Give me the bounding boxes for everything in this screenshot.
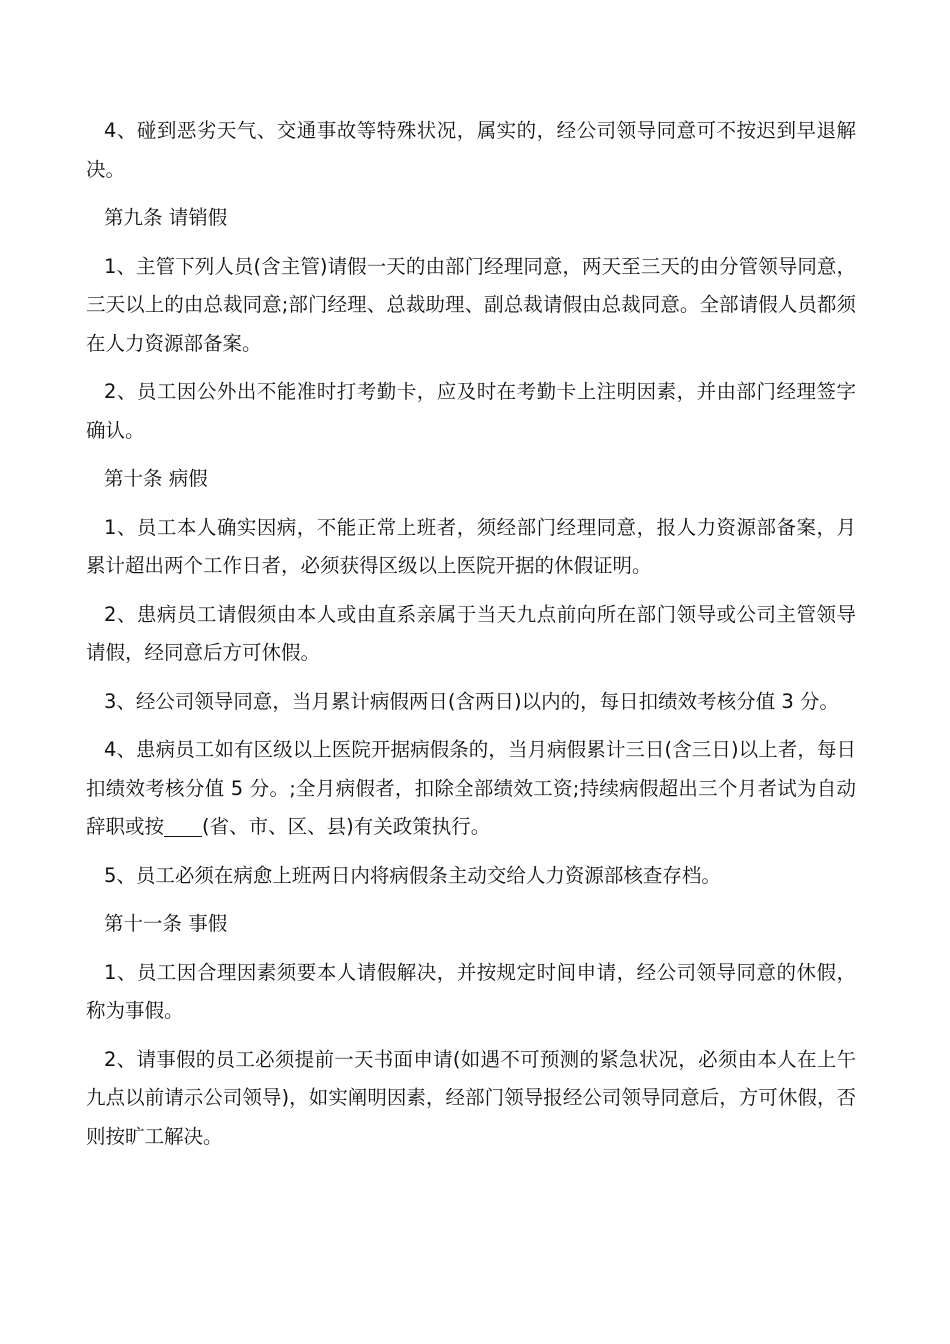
paragraph-article10-item2: 2、患病员工请假须由本人或由直系亲属于当天九点前向所在部门领导或公司主管领导请假，经同意后方可休假。 <box>86 602 856 664</box>
paragraph-article10-item4-part2: (省、市、区、县)有关政策执行。 <box>202 815 491 838</box>
paragraph-clause8-item4: 4、碰到恶劣天气、交通事故等特殊状况，属实的，经公司领导同意可不按迟到早退解决。 <box>86 119 856 181</box>
paragraph-article10-item1: 1、员工本人确实因病，不能正常上班者，须经部门经理同意，报人力资源部备案，月累计超出两个工作日者，必须获得区级以上医院开据的休假证明。 <box>86 515 856 577</box>
document-body <box>86 112 856 1166</box>
heading-article-11: 第十一条 事假 <box>104 912 228 935</box>
paragraph-article10-item3: 3、经公司领导同意，当月累计病假两日(含两日)以内的，每日扣绩效考核分值 3 分。 <box>104 689 839 713</box>
paragraph-article11-item1: 1、员工因合理因素须要本人请假解决，并按规定时间申请，经公司领导同意的休假，称为事假。 <box>86 960 856 1022</box>
paragraph-article9-item1: 1、主管下列人员(含主管)请假一天的由部门经理同意，两天至三天的由分管领导同意，三天以上的由总裁同意;部门经理、总裁助理、副总裁请假由总裁同意。全部请假人员都须在人力资源部备案。 <box>86 254 856 355</box>
fill-in-blank <box>164 814 202 837</box>
paragraph-article10-item5: 5、员工必须在病愈上班两日内将病假条主动交给人力资源部核查存档。 <box>104 863 721 887</box>
paragraph-article10-item4 <box>86 731 856 847</box>
heading-article-10: 第十条 病假 <box>104 467 208 490</box>
heading-article-9: 第九条 请销假 <box>104 206 228 229</box>
paragraph-article9-item2: 2、员工因公外出不能准时打考勤卡，应及时在考勤卡上注明因素，并由部门经理签字确认。 <box>86 380 856 442</box>
paragraph-article10-item4-part1: 4、患病员工如有区级以上医院开据病假条的，当月病假累计三日(含三日)以上者，每日扣绩效考核分值 5 分。;全月病假者，扣除全部绩效工资;持续病假超出三个月者试为自动辞职或按 <box>86 738 856 838</box>
paragraph-article11-item2: 2、请事假的员工必须提前一天书面申请(如遇不可预测的紧急状况，必须由本人在上午九点以前请示公司领导)，如实阐明因素，经部门领导报经公司领导同意后，方可休假，否则按旷工解决。 <box>86 1047 856 1148</box>
